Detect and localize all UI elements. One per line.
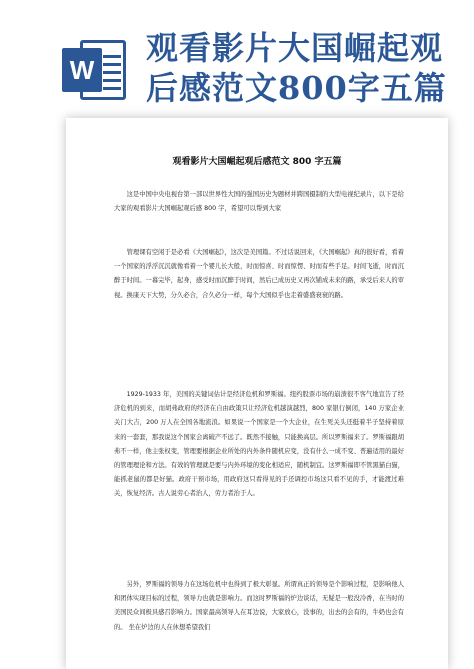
- word-letter-badge: W: [62, 48, 102, 92]
- banner-title: 观看影片大国崛起观后感范文800字五篇: [146, 29, 447, 107]
- paragraph-4: 另外，罗斯福的领导力在这场危机中也得到了极大彰显。所谓真正的领导是个影响过程，是影响他人和团体实现目标的过程，领导力也就是影响力。而这时罗斯福的炉边谈话，无疑是一般没冷香，在当时的美国民众间极具感召影响力。国家最高领导人在耳边说，大家放心，没事的，出去的会有的，牛奶也会有的。 坐在炉边的人在休想希望我们: [114, 581, 404, 631]
- paragraph-intro: 这是中国中央电视台第一部以世界性大国的强国历史为题材并跨国摄制的大型电视纪录片，以下是给大家的观看影片大国崛起观后感 800 字，希望可以帮到大家: [114, 191, 404, 213]
- document-title: 观看影片大国崛起观后感范文 800 字五篇: [172, 157, 342, 167]
- word-document-icon: [62, 40, 128, 100]
- document-page: [66, 118, 448, 669]
- paragraph-2: 管理课有空闲于是必看《大国崛起》，这次是美国篇。不过话说回来，《大国崛起》真的很好看，看着一个国家的浮浮沉沉就像看着一个婴儿长大般，时而惊喜、时而惊愣、时而有些手足。时间飞逝，时而沉醉于时间。一幕完毕，起身，感受时而沉醉于时间，然后已成历史又再次铺成未来的路，承受后来人的审视。换康天下大势，分久必合，合久必分一样，每个大国似乎也走着盛盛衰衰的路。: [114, 249, 404, 299]
- paragraph-3: 1929-1933 年，美国的关键词估计是经济危机和罗斯福。纽约股票市场的崩溃很不客气地宣告了经济危机的到来，而胡弗政府的经济在自由政策只让经济危机越演越烈，800 家银行倒闭，140 万家企业关门大吉，200 万人在全国各地流浪。如果说一个国家是一个大企业，在生死关头还挺着半子坚持着原来的一套套，那我说这个国家会离破产不远了。既然不接触，只能换高层。所以罗斯福来了。罗斯福跟胡弗不一样，他主张权变，管理要根据企业所处的内外条件随机应变，没有什么一成不变、普遍适用的最好的管理理论和方法。有效的管理就是要与内外环境的变化相适应，随机制宜。这罗斯福即不管黑猫白猫，能抓老鼠的都是好猫。政府干预市场，用政府这只看得见的手还调控市场这只看不见的手，才能渡过难关，恢复经济。古人说劳心者治人，劳力者治于人。: [114, 391, 404, 498]
- banner: [0, 0, 474, 118]
